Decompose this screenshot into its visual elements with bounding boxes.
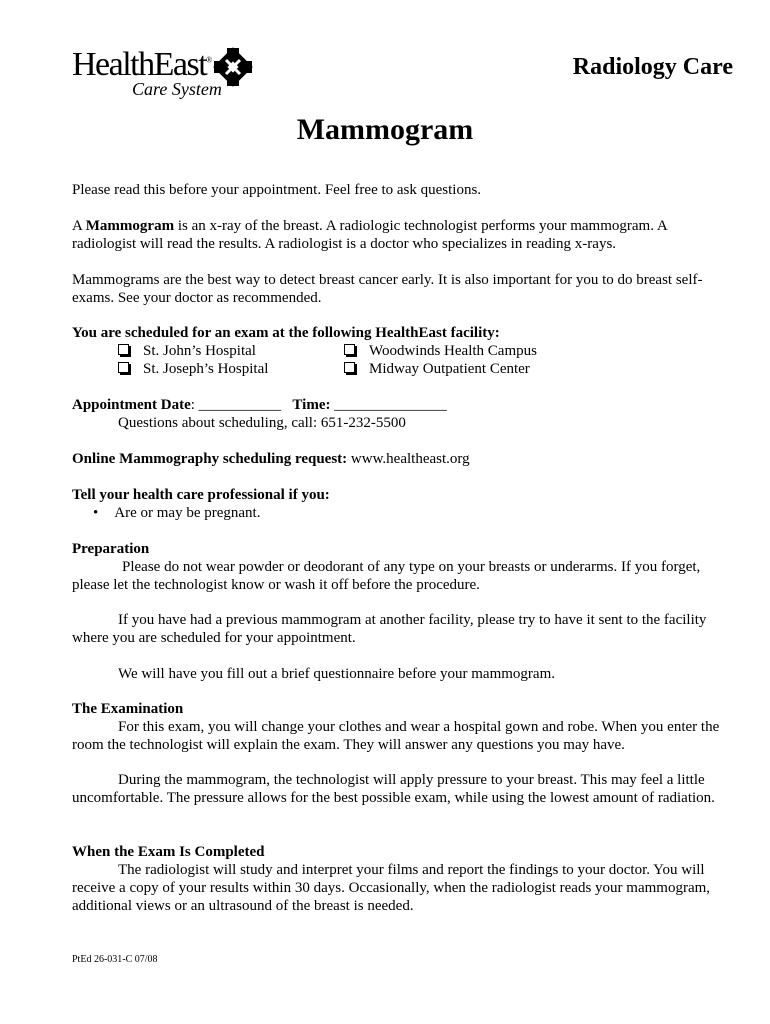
facility-option[interactable] [344, 360, 530, 378]
department-title: Radiology Care [572, 54, 733, 80]
intro-text: Please read this before your appointment. Feel free to ask questions. [72, 182, 482, 198]
facility-option[interactable] [344, 342, 537, 360]
preparation-p1: Please do not wear powder or deodorant of any type on your breasts or underarms. If you forget, please let the technologist know or wash it off before the procedure. [72, 559, 701, 593]
examination-p1: For this exam, you will change your clothes and wear a hospital gown and robe. When you enter the room the technologist will explain the exam. They will answer any questions you may have. [72, 719, 720, 753]
definition-pre: A [72, 218, 86, 234]
checkbox-icon[interactable] [118, 344, 129, 355]
logo-registered: ® [206, 55, 211, 65]
logo-wordmark [72, 48, 211, 82]
examination-p2: During the mammogram, the technologist will apply pressure to your breast. This may feel a little uncomfortable. The pressure allows for the best possible exam, while using the lowest amount of radiation. [72, 772, 715, 806]
scheduling-phone: Questions about scheduling, call: 651-232-5500 [118, 415, 406, 431]
facility-option[interactable] [118, 360, 268, 378]
checkbox-icon[interactable] [344, 344, 355, 355]
completed-p1: The radiologist will study and interpret your films and report the findings to your doctor. You will receive a copy of your results within 30 days. Occasionally, when the radiologist reads your mammogram, additional views or an ultrasound of the breast is needed. [72, 862, 711, 914]
appointment-time-label: Time: [292, 397, 331, 413]
appointment-time-blank[interactable]: _______________ [334, 397, 447, 413]
online-label: Online Mammography scheduling request: [72, 451, 348, 467]
footer-code: PtEd 26-031-C 07/08 [72, 954, 158, 965]
examination-heading: The Examination [72, 701, 184, 717]
definition-rest: is an x-ray of the breast. A radiologic technologist performs your mammogram. A radiologist will read the results. A radiologist is a doctor who specializes in reading x-rays. [72, 218, 667, 252]
bullet-text: Are or may be pregnant. [114, 505, 261, 521]
facility-label: Midway Outpatient Center [369, 361, 530, 377]
logo-subtitle: Care System [132, 79, 222, 99]
facility-label: St. John’s Hospital [143, 343, 256, 359]
online-scheduling [72, 450, 722, 468]
definition-paragraph [72, 217, 722, 253]
online-url[interactable]: www.healtheast.org [347, 451, 470, 467]
bullet-item [93, 504, 743, 522]
facility-label: St. Joseph’s Hospital [143, 361, 269, 377]
importance-paragraph: Mammograms are the best way to detect breast cancer early. It is also important for you to do breast self-exams. See your doctor as recommended. [72, 272, 703, 306]
preparation-p2: If you have had a previous mammogram at another facility, please try to have it sent to the facility where you are scheduled for your appointment. [72, 612, 707, 646]
appointment-date-label: Appointment Date [72, 397, 191, 413]
completed-heading: When the Exam Is Completed [72, 844, 265, 860]
tell-heading: Tell your health care professional if you: [72, 487, 330, 503]
facility-option[interactable] [118, 342, 256, 360]
checkbox-icon[interactable] [118, 362, 129, 373]
preparation-heading: Preparation [72, 541, 150, 557]
logo-name: HealthEast [72, 46, 207, 83]
bullet-icon: • [93, 505, 99, 521]
healtheast-cross-icon [210, 44, 256, 90]
page-title: Mammogram [296, 113, 474, 146]
definition-bold: Mammogram [85, 218, 175, 234]
preparation-p3: We will have you fill out a brief questionnaire before your mammogram. [118, 666, 555, 682]
facility-heading: You are scheduled for an exam at the following HealthEast facility: [72, 325, 500, 341]
facility-label: Woodwinds Health Campus [369, 343, 537, 359]
checkbox-icon[interactable] [344, 362, 355, 373]
appointment-date-blank[interactable]: ___________ [198, 397, 282, 413]
appointment-line: Appointment Date: ___________ Time: _______________ [72, 397, 447, 413]
